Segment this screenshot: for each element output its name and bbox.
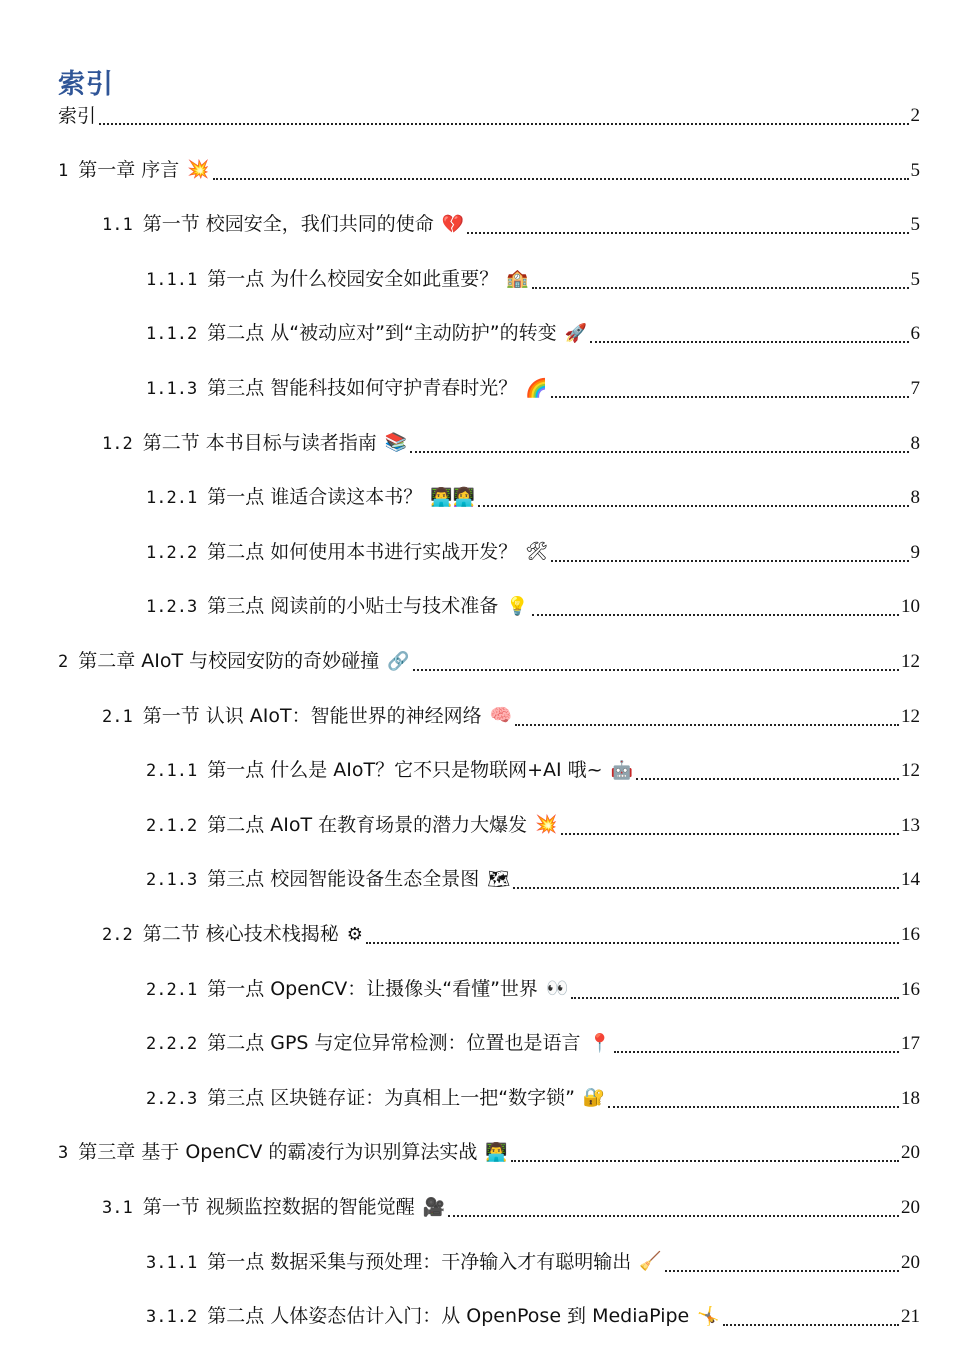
- toc-entry-number: 1.1.3: [146, 379, 198, 399]
- dot-leader: [478, 505, 908, 507]
- toc-page-number[interactable]: 6: [910, 323, 920, 345]
- toc-page-number[interactable]: 5: [910, 214, 920, 236]
- toc-entry-number: 1.2.3: [146, 597, 198, 618]
- emoji-icon: 👀: [545, 978, 569, 1000]
- toc-entry-number: 2.2: [102, 925, 133, 945]
- toc-entry-label: 第一点 数据采集与预处理：干净输入才有聪明输出: [207, 1250, 632, 1273]
- emoji-icon: 🎥: [422, 1196, 446, 1218]
- toc-page-number[interactable]: 5: [910, 159, 920, 181]
- dot-leader: [366, 942, 899, 944]
- toc-entry-text: [146, 484, 475, 513]
- dot-leader: [532, 614, 899, 616]
- dot-leader: [723, 1324, 899, 1326]
- dot-leader: [410, 451, 908, 453]
- toc-entry-text: [146, 1303, 720, 1332]
- dot-leader: [590, 341, 908, 343]
- toc-entry[interactable]: [146, 370, 920, 404]
- emoji-icon: ⚙: [346, 923, 363, 945]
- toc-entry[interactable]: [146, 315, 920, 349]
- toc-entry-text: [146, 1085, 605, 1114]
- toc-page-number[interactable]: 17: [901, 1033, 920, 1055]
- toc-entry-text: [102, 1194, 445, 1223]
- toc-entry[interactable]: [146, 1298, 920, 1332]
- emoji-icon: 📚: [384, 432, 408, 454]
- dot-leader: [571, 997, 899, 999]
- emoji-icon: 📍: [588, 1032, 611, 1054]
- toc-entry-text: [146, 812, 558, 841]
- toc-entry-label: 第一点 为什么校园安全如此重要？: [207, 267, 499, 290]
- toc-entry-text: [58, 157, 210, 186]
- toc-entry-text: [102, 921, 363, 950]
- emoji-icon: 🏫: [506, 268, 529, 290]
- toc-page-number[interactable]: 20: [901, 1142, 920, 1164]
- toc-page-number[interactable]: 12: [901, 760, 920, 782]
- toc-entry-text: [146, 976, 568, 1005]
- emoji-icon: 🛠: [525, 541, 549, 563]
- toc-page-number[interactable]: 12: [901, 705, 920, 727]
- toc-page-number[interactable]: 12: [901, 651, 920, 672]
- toc-entry-text: [146, 539, 548, 568]
- toc-page-number[interactable]: 21: [901, 1306, 920, 1328]
- toc-page-number[interactable]: 8: [910, 432, 920, 454]
- toc-entry-text: [146, 1249, 662, 1278]
- dot-leader: [515, 724, 899, 726]
- toc-entry-text: [58, 1139, 508, 1168]
- toc-entry-number: 2.1.1: [146, 761, 198, 782]
- toc-entry-number: 3.1: [102, 1198, 133, 1218]
- dot-leader: [561, 833, 899, 835]
- toc-entry-text: [102, 430, 407, 459]
- dot-leader: [551, 560, 908, 562]
- toc-entry[interactable]: [146, 479, 920, 513]
- toc-entry-label: 第二点 人体姿态估计入门：从 OpenPose 到 MediaPipe: [207, 1305, 690, 1328]
- dot-leader: [551, 396, 909, 398]
- toc-entry-label: 第三点 智能科技如何守护青春时光？: [207, 377, 518, 399]
- dot-leader: [413, 669, 899, 671]
- dot-leader: [665, 1270, 899, 1272]
- toc-entry-label: 第二点 GPS 与定位异常检测：位置也是语言: [207, 1032, 581, 1055]
- toc-entry-number: 1.1.1: [146, 269, 198, 290]
- toc-entry[interactable]: [102, 698, 920, 732]
- toc-entry-number: 3: [58, 1143, 69, 1164]
- emoji-icon: 💥: [535, 814, 558, 836]
- toc-page-number[interactable]: 13: [901, 814, 920, 836]
- toc-entry-label: 第三点 校园智能设备生态全景图: [207, 868, 480, 891]
- toc-entry[interactable]: [58, 643, 920, 677]
- toc-entry[interactable]: [102, 1189, 920, 1223]
- toc-entry-label: 索引: [58, 105, 97, 127]
- dot-leader: [532, 287, 909, 289]
- toc-entry-label: 第二点 如何使用本书进行实战开发？: [207, 540, 518, 563]
- toc-entry-label: 第一章 序言: [78, 158, 180, 181]
- toc-entry[interactable]: [146, 861, 920, 895]
- toc-page-number[interactable]: 14: [901, 869, 920, 891]
- dot-leader: [467, 232, 908, 234]
- emoji-icon: 🧠: [489, 705, 513, 727]
- toc-entry-number: 1.2: [102, 433, 133, 454]
- toc-entry-number: 1.2.1: [146, 488, 198, 509]
- toc-page-number[interactable]: 8: [910, 487, 920, 509]
- dot-leader: [608, 1106, 899, 1108]
- dot-leader: [99, 123, 908, 125]
- toc-entry[interactable]: [102, 916, 920, 950]
- toc-entry-text: [146, 593, 529, 622]
- toc-entry[interactable]: [146, 752, 920, 786]
- dot-leader: [513, 887, 899, 889]
- emoji-icon: 💔: [441, 213, 465, 235]
- toc-entry-number: 2.2.1: [146, 979, 198, 1000]
- emoji-icon: 🔗: [387, 650, 410, 672]
- toc-entry-label: 第二节 本书目标与读者指南: [142, 431, 377, 454]
- toc-entry[interactable]: [58, 97, 920, 131]
- toc-entry[interactable]: [146, 1080, 920, 1114]
- toc-entry-label: 第一点 OpenCV：让摄像头“看懂”世界: [207, 977, 538, 1000]
- toc-entry-text: [58, 103, 96, 131]
- toc-entry-text: [146, 757, 633, 786]
- emoji-icon: 🤸: [697, 1305, 720, 1327]
- toc-entry-label: 第三章 基于 OpenCV 的霸凌行为识别算法实战: [78, 1141, 478, 1164]
- emoji-icon: 🔐: [582, 1087, 606, 1109]
- toc-entry-number: 2: [58, 652, 69, 672]
- toc-entry-number: 3.1.2: [146, 1307, 198, 1328]
- emoji-icon: 🚀: [564, 322, 588, 344]
- toc-page-number[interactable]: 2: [910, 105, 920, 126]
- toc-entry-label: 第二章 AIoT 与校园安防的奇妙碰撞: [78, 650, 380, 672]
- toc-entry-label: 第一节 视频监控数据的智能觉醒: [142, 1196, 415, 1218]
- dot-leader: [614, 1051, 899, 1053]
- dot-leader: [636, 778, 899, 780]
- toc-entry-text: [146, 375, 548, 404]
- dot-leader: [448, 1215, 899, 1217]
- toc-entry[interactable]: [102, 206, 920, 240]
- toc-page-number[interactable]: 10: [901, 596, 920, 618]
- toc-entry-label: 第一点 什么是 AIoT？它不只是物联网+AI 哦~: [207, 759, 603, 782]
- toc-entry-number: 1.2.2: [146, 542, 198, 563]
- toc-entry[interactable]: [146, 534, 920, 568]
- toc-entry-text: [146, 266, 529, 295]
- toc-entry-number: 1.1.2: [146, 324, 198, 345]
- emoji-icon: 💡: [506, 595, 529, 617]
- page-title: 索引: [58, 69, 114, 100]
- dot-leader: [511, 1160, 899, 1162]
- toc-entry-text: [146, 866, 510, 895]
- toc-entry-number: 2.1.2: [146, 815, 198, 836]
- emoji-icon: 👨‍💻: [485, 1141, 508, 1163]
- toc-entry-label: 第二点 从“被动应对”到“主动防护”的转变: [207, 322, 557, 345]
- toc-entry[interactable]: [102, 425, 920, 459]
- emoji-icon: 🌈: [525, 377, 548, 399]
- toc-page-number[interactable]: 16: [901, 924, 920, 945]
- emoji-icon: 🗺: [487, 868, 511, 890]
- emoji-icon: 👨‍💻👩‍💻: [430, 486, 476, 508]
- toc-entry-number: 2.1: [102, 706, 133, 727]
- emoji-icon: 🤖: [610, 759, 634, 781]
- toc-page-number[interactable]: 20: [901, 1197, 920, 1218]
- dot-leader: [213, 178, 909, 180]
- toc-entry-number: 1.1: [102, 215, 133, 236]
- toc-page-number[interactable]: 7: [910, 378, 920, 399]
- toc-entry-text: [146, 1030, 611, 1059]
- toc-entry[interactable]: [146, 1025, 920, 1059]
- toc-entry-label: 第三点 区块链存证：为真相上一把“数字锁”: [207, 1086, 575, 1109]
- toc-entry[interactable]: [146, 971, 920, 1005]
- toc-entry-label: 第二点 AIoT 在教育场景的潜力大爆发: [207, 813, 528, 836]
- toc-entry-text: [102, 211, 464, 240]
- toc-page-number[interactable]: 18: [901, 1087, 920, 1109]
- toc-entry[interactable]: [146, 807, 920, 841]
- toc-page-number[interactable]: 20: [901, 1251, 920, 1273]
- toc-entry-number: 2.2.3: [146, 1088, 198, 1109]
- toc-page-number[interactable]: 9: [910, 541, 920, 563]
- toc-page-number[interactable]: 5: [910, 268, 920, 290]
- toc-entry[interactable]: [146, 261, 920, 295]
- toc-entry-text: [102, 703, 512, 732]
- toc-entry-text: [58, 648, 410, 677]
- toc-entry[interactable]: [58, 152, 920, 186]
- toc-entry[interactable]: [58, 1134, 920, 1168]
- toc-entry-number: 1: [58, 160, 69, 181]
- toc-entry-label: 第三点 阅读前的小贴士与技术准备: [207, 595, 499, 618]
- toc-entry-number: 3.1.1: [146, 1252, 198, 1273]
- toc-entry-label: 第一节 认识 AIoT：智能世界的神经网络: [142, 704, 482, 727]
- toc-entry-number: 2.1.3: [146, 870, 198, 891]
- toc-entry-label: 第一节 校园安全，我们共同的使命: [142, 213, 434, 236]
- toc-entry-text: [146, 320, 587, 349]
- toc-entry-number: 2.2.2: [146, 1034, 198, 1055]
- toc-entry-label: 第二节 核心技术栈揭秘: [142, 923, 339, 945]
- emoji-icon: 💥: [187, 159, 210, 181]
- toc-page-number[interactable]: 16: [901, 978, 920, 1000]
- toc-entry[interactable]: [146, 588, 920, 622]
- emoji-icon: 🧹: [639, 1251, 662, 1273]
- toc-entry[interactable]: [146, 1244, 920, 1278]
- toc-entry-label: 第一点 谁适合读这本书？: [207, 486, 423, 509]
